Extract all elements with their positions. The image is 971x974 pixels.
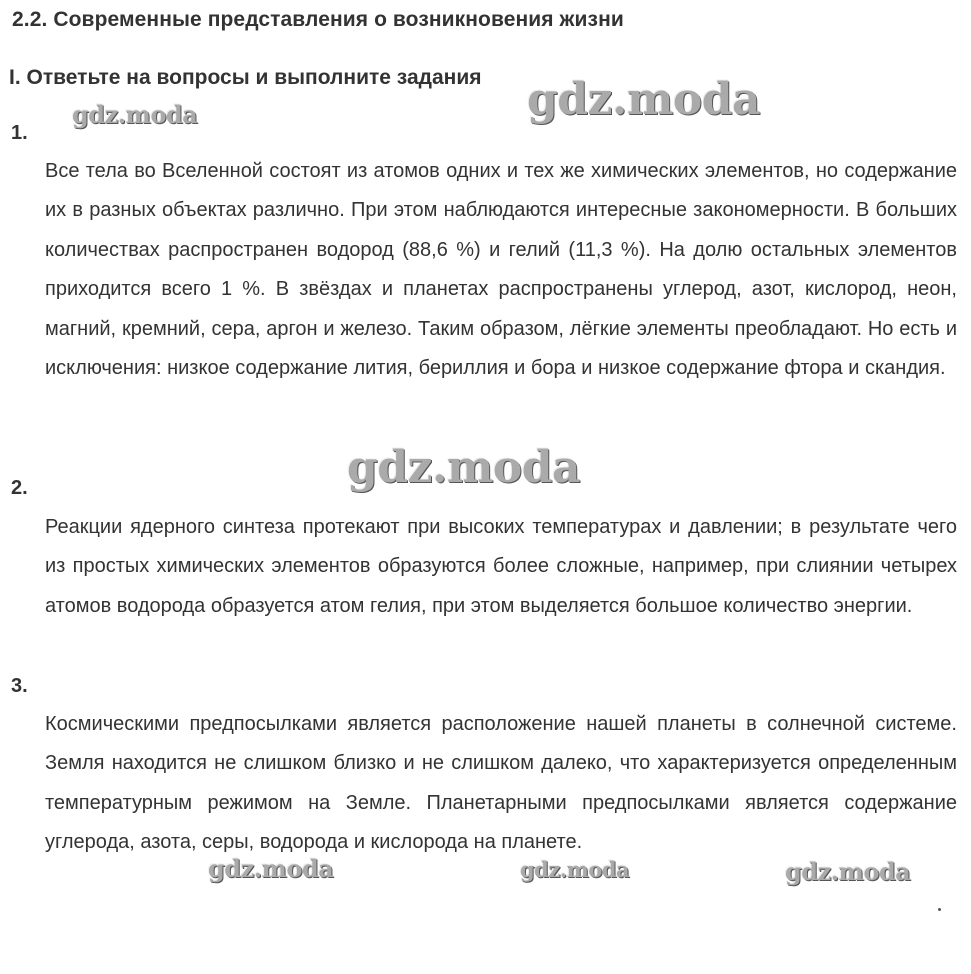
watermark-top-left: gdz.moda xyxy=(72,100,198,129)
answer-text-3: Космическими предпосылками является расположение нашей планеты в солнечной системе. Земля находится не слишком близко и не слишком далеко, что характеризуется определенным температурным режимом на Земле. Планетарными предпосылками является содержание углерода, азота, серы, водорода и кислорода на планете. xyxy=(45,713,957,854)
section-title: 2.2. Современные представления о возникновения жизни xyxy=(12,8,624,31)
question-number-2: 2. xyxy=(11,477,28,499)
watermark-middle: gdz.moda xyxy=(347,442,581,493)
task-heading: I. Ответьте на вопросы и выполните задания xyxy=(9,66,482,89)
watermark-top-right: gdz.moda xyxy=(527,74,761,125)
answer-text-2: Реакции ядерного синтеза протекают при высоких температурах и давлении; в результате чего из простых химических элементов образуются более сложные, например, при слиянии четырех атомов водорода образуется атом гелия, при этом выделяется большое количество энергии. xyxy=(45,516,957,617)
stray-dot xyxy=(938,908,941,911)
question-number-1: 1. xyxy=(11,122,28,144)
question-number-3: 3. xyxy=(11,675,28,697)
watermark-bottom-center: gdz.moda xyxy=(520,857,630,882)
watermark-bottom-right: gdz.moda xyxy=(785,857,911,886)
watermark-bottom-left: gdz.moda xyxy=(208,854,334,883)
answer-text-1: Все тела во Вселенной состоят из атомов одних и тех же химических элементов, но содержание их в разных объектах различно. При этом наблюдаются интересные закономерности. В больших количествах распространен водород (88,6 %) и гелий (11,3 %). На долю остальных элементов приходится всего 1 %. В звёздах и планетах распространены углерод, азот, кислород, неон, магний, кремний, сера, аргон и железо. Таким образом, лёгкие элементы преобладают. Но есть и исключения: низкое содержание лития, бериллия и бора и низкое содержание фтора и скандия. xyxy=(45,160,957,380)
